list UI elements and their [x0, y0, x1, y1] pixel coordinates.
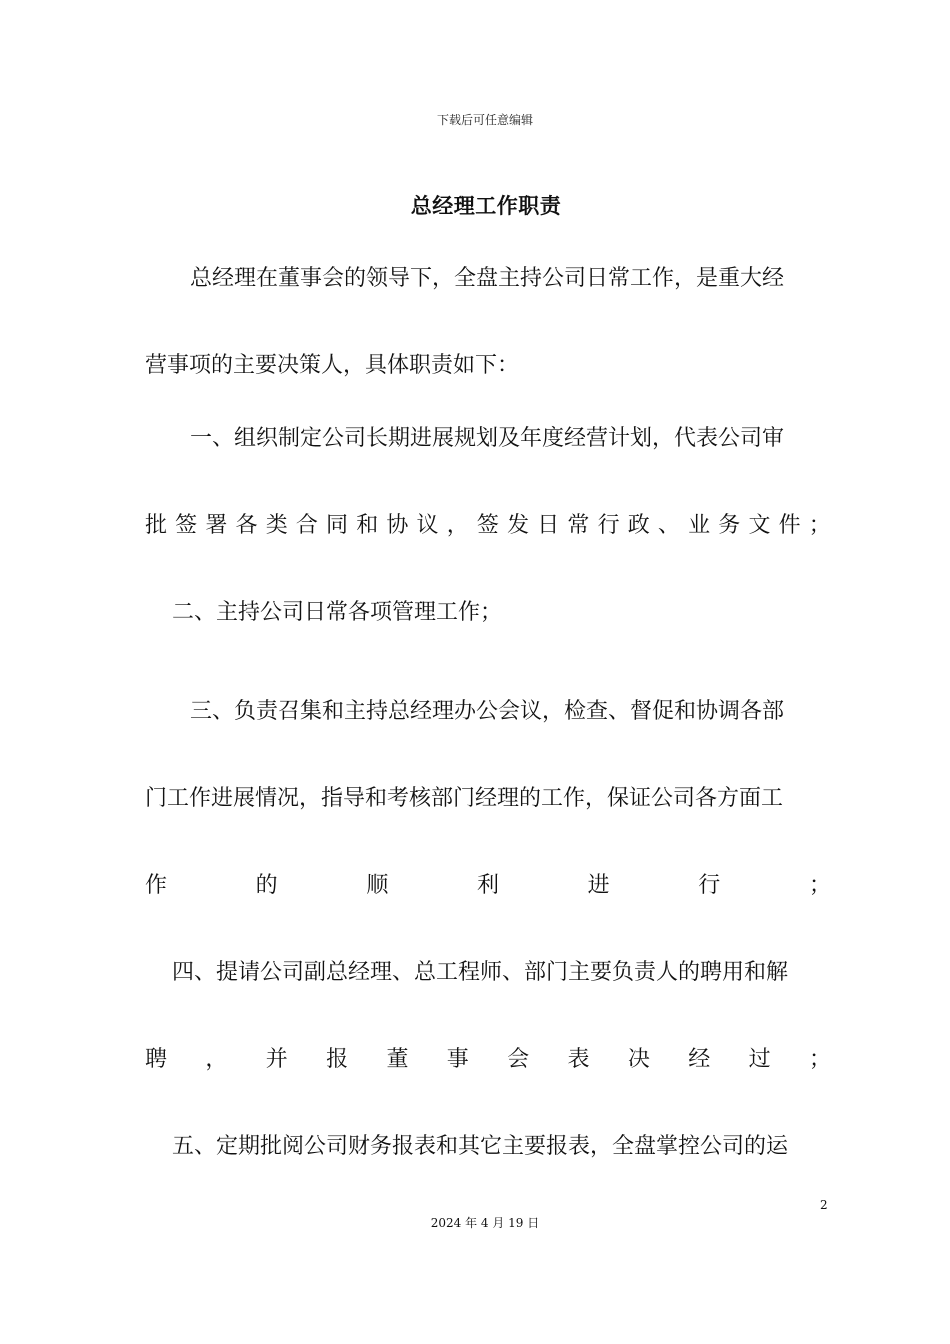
line-character: 并	[265, 1047, 288, 1072]
line-character: ；	[808, 1047, 831, 1072]
footer-date: 2024 年 4 月 19 日	[430, 1216, 540, 1230]
line-character: 行	[597, 513, 620, 538]
line-character: 业	[688, 513, 711, 538]
item-1-line-2	[145, 511, 831, 541]
header-note: 下载后可任意编辑	[436, 113, 533, 127]
line-character: 署	[205, 513, 228, 538]
line-character: ；	[808, 873, 831, 898]
line-character: 同	[326, 513, 349, 538]
line-character: 政	[627, 513, 650, 538]
line-character: 经	[688, 1047, 711, 1072]
paragraph-intro-line-2: 营事项的主要决策人，具体职责如下：	[145, 353, 520, 378]
line-character: 签	[476, 513, 499, 538]
item-2-line-1: 二、主持公司日常各项管理工作；	[172, 600, 503, 625]
line-character: 会	[507, 1047, 530, 1072]
item-5-line-1: 五、定期批阅公司财务报表和其它主要报表，全盘掌控公司的运	[172, 1134, 789, 1159]
line-character: 利	[476, 873, 499, 898]
line-character: 过	[748, 1047, 771, 1072]
line-character: 董	[386, 1047, 409, 1072]
line-character: 作	[145, 873, 168, 898]
line-character: 类	[265, 513, 288, 538]
line-character: 聘	[145, 1047, 168, 1072]
item-4-line-2	[145, 1045, 831, 1075]
line-character: 发	[507, 513, 530, 538]
line-character: 的	[255, 873, 278, 898]
line-character: 表	[567, 1047, 590, 1072]
line-character: 事	[446, 1047, 469, 1072]
line-character: 件	[778, 513, 801, 538]
item-3-line-2: 门工作进展情况，指导和考核部门经理的工作，保证公司各方面工	[145, 786, 784, 811]
document-title: 总经理工作职责	[410, 194, 562, 218]
line-character: ，	[446, 513, 469, 538]
line-character: 和	[356, 513, 379, 538]
line-character: 合	[295, 513, 318, 538]
line-character: ，	[205, 1047, 228, 1072]
line-character: 常	[567, 513, 590, 538]
line-character: 各	[235, 513, 258, 538]
line-character: 报	[326, 1047, 349, 1072]
line-character: 行	[698, 873, 721, 898]
line-character: 协	[386, 513, 409, 538]
line-character: 批	[145, 513, 168, 538]
line-character: 日	[537, 513, 560, 538]
item-1-line-1: 一、组织制定公司长期进展规划及年度经营计划，代表公司审	[190, 426, 785, 451]
line-character: 务	[718, 513, 741, 538]
paragraph-intro-line-1: 总经理在董事会的领导下，全盘主持公司日常工作，是重大经	[190, 266, 785, 291]
page-number: 2	[820, 1198, 828, 1212]
item-4-line-1: 四、提请公司副总经理、总工程师、部门主要负责人的聘用和解	[172, 960, 789, 985]
line-character: 议	[416, 513, 439, 538]
item-3-line-1: 三、负责召集和主持总经理办公会议，检查、督促和协调各部	[190, 699, 785, 724]
line-character: 、	[657, 513, 680, 538]
line-character: 进	[587, 873, 610, 898]
item-3-line-3	[145, 871, 831, 901]
line-character: 顺	[366, 873, 389, 898]
line-character: 签	[175, 513, 198, 538]
line-character: 文	[748, 513, 771, 538]
line-character: 决	[627, 1047, 650, 1072]
line-character: ；	[808, 513, 831, 538]
